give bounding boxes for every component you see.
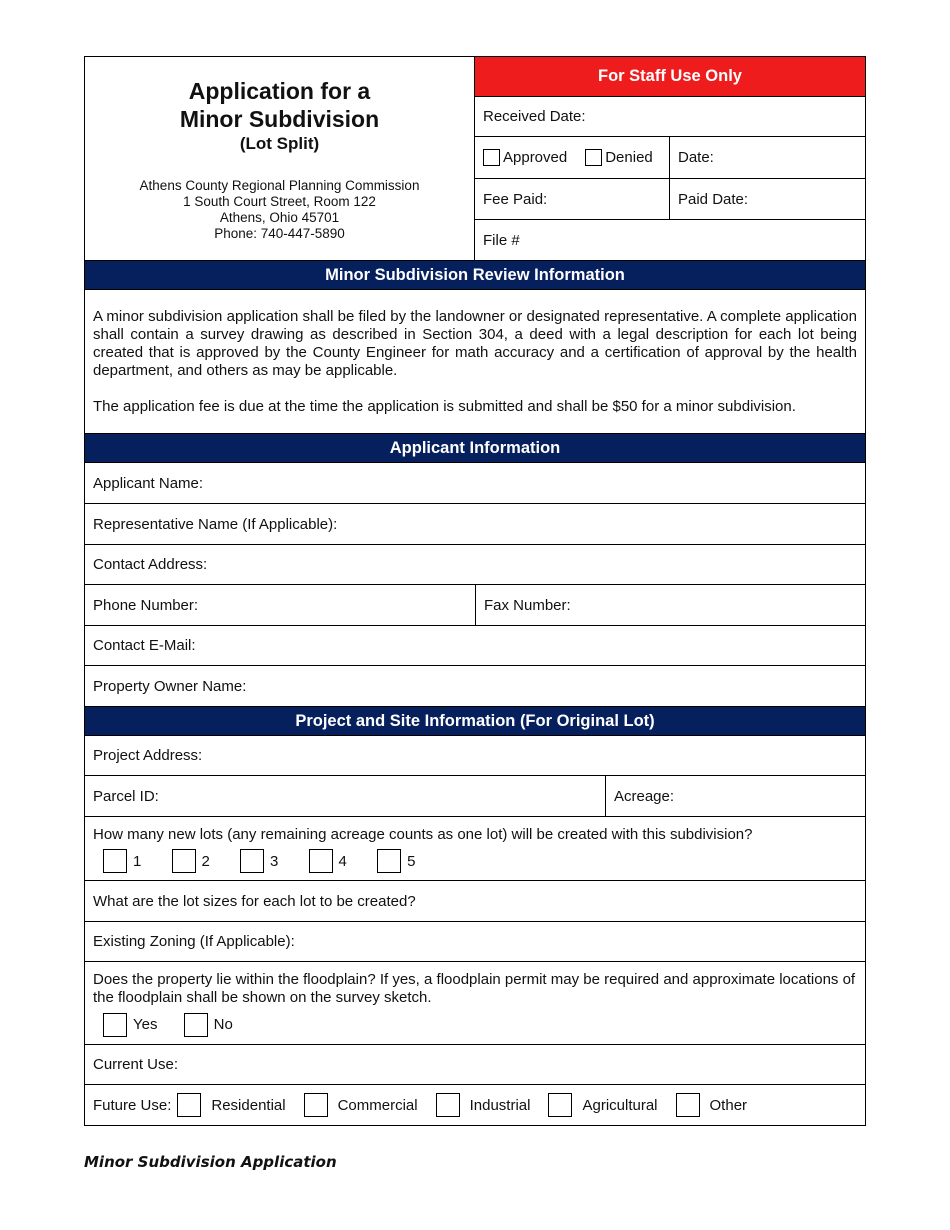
future-use-options xyxy=(85,1085,865,1125)
future-commercial-option[interactable] xyxy=(304,1093,418,1117)
file-number-field[interactable] xyxy=(475,220,865,261)
commercial-label: Commercial xyxy=(337,1096,418,1114)
other-checkbox[interactable] xyxy=(676,1093,700,1117)
new-lots-block xyxy=(85,817,865,880)
floodplain-row xyxy=(85,962,865,1045)
floodplain-yes-label: Yes xyxy=(133,1016,158,1033)
floodplain-yes-checkbox[interactable] xyxy=(103,1013,127,1037)
applicant-heading-row xyxy=(85,434,865,463)
contact-email-label: Contact E-Mail: xyxy=(93,637,196,654)
commercial-checkbox[interactable] xyxy=(304,1093,328,1117)
lot-sizes-label: What are the lot sizes for each lot to be created? xyxy=(93,892,416,910)
applicant-section-heading: Applicant Information xyxy=(85,434,865,462)
form-subtitle: (Lot Split) xyxy=(239,134,320,153)
property-owner-label: Property Owner Name: xyxy=(93,677,247,695)
future-use-label: Future Use: xyxy=(93,1096,172,1114)
property-owner-field[interactable] xyxy=(85,666,865,707)
agency-address xyxy=(85,178,474,242)
current-use-field[interactable] xyxy=(85,1045,865,1085)
lot-4-label: 4 xyxy=(338,852,347,870)
review-paragraph-2: The application fee is due at the time the application is submitted and shall be $50 for a minor subdivision. xyxy=(93,398,796,415)
current-use-label: Current Use: xyxy=(93,1056,179,1073)
residential-label: Residential xyxy=(211,1096,286,1114)
industrial-label: Industrial xyxy=(469,1096,531,1114)
other-label: Other xyxy=(709,1096,748,1114)
fee-row xyxy=(475,179,865,220)
lot-2-label: 2 xyxy=(201,852,210,870)
paid-date-field[interactable] xyxy=(670,179,865,219)
future-industrial-option[interactable] xyxy=(436,1093,531,1117)
agency-phone: Phone: 740-447-5890 xyxy=(214,226,345,241)
lot-5-checkbox[interactable] xyxy=(377,849,401,873)
approved-label: Approved xyxy=(503,149,568,166)
received-date-field[interactable] xyxy=(475,97,865,137)
form-title-line1: Application for a xyxy=(188,78,371,104)
agency-street: 1 South Court Street, Room 122 xyxy=(183,194,376,209)
future-agricultural-option[interactable] xyxy=(548,1093,657,1117)
lot-option-4[interactable] xyxy=(309,849,347,873)
contact-email-field[interactable] xyxy=(85,626,865,666)
parcel-id-field[interactable] xyxy=(85,776,606,816)
agency-city: Athens, Ohio 45701 xyxy=(219,210,340,225)
form-title-line2: Minor Subdivision xyxy=(179,106,380,132)
lot-4-checkbox[interactable] xyxy=(309,849,333,873)
existing-zoning-field[interactable] xyxy=(85,922,865,962)
applicant-name-field[interactable] xyxy=(85,463,865,504)
approval-options xyxy=(475,137,670,178)
agricultural-label: Agricultural xyxy=(582,1096,658,1114)
lot-1-checkbox[interactable] xyxy=(103,849,127,873)
floodplain-question: Does the property lie within the floodplain? If yes, a floodplain permit may be required and approximate locations of the floodplain shall be shown on the survey sketch. xyxy=(93,971,856,1006)
representative-name-label: Representative Name (If Applicable): xyxy=(93,515,338,533)
review-paragraph-1: A minor subdivision application shall be filed by the landowner or designated representative. A complete application shall contain a survey drawing as described in Section 304, a deed with a legal description for each lot being created that is approved by the County Engineer for math accuracy and a certification of approval by the health department, and others as may be applicable. xyxy=(93,308,857,379)
floodplain-block xyxy=(85,962,865,1044)
phone-fax-row xyxy=(85,585,865,626)
new-lots-row xyxy=(85,817,865,881)
page-footer: Minor Subdivision Application xyxy=(84,1153,337,1171)
floodplain-no-option[interactable] xyxy=(184,1013,233,1037)
floodplain-yes-option[interactable] xyxy=(103,1013,157,1037)
representative-name-field[interactable] xyxy=(85,504,865,545)
residential-checkbox[interactable] xyxy=(177,1093,201,1117)
parcel-acreage-row xyxy=(85,776,865,817)
lot-option-5[interactable] xyxy=(377,849,415,873)
new-lots-options xyxy=(93,849,857,877)
floodplain-no-checkbox[interactable] xyxy=(184,1013,208,1037)
parcel-id-label: Parcel ID: xyxy=(93,787,159,805)
fax-number-field[interactable] xyxy=(476,585,865,625)
acreage-field[interactable] xyxy=(606,776,865,816)
lot-3-checkbox[interactable] xyxy=(240,849,264,873)
contact-address-field[interactable] xyxy=(85,545,865,585)
approved-checkbox[interactable] xyxy=(483,149,500,166)
project-address-field[interactable] xyxy=(85,736,865,776)
fax-number-label: Fax Number: xyxy=(484,596,571,614)
future-other-option[interactable] xyxy=(676,1093,748,1117)
staff-use-block xyxy=(475,57,865,260)
agricultural-checkbox[interactable] xyxy=(548,1093,572,1117)
application-form xyxy=(84,56,866,1126)
review-text-block xyxy=(85,290,865,434)
fee-paid-field[interactable] xyxy=(475,179,670,219)
project-address-label: Project Address: xyxy=(93,747,203,764)
lot-option-2[interactable] xyxy=(172,849,210,873)
lot-1-label: 1 xyxy=(133,852,142,870)
received-date-label: Received Date: xyxy=(483,108,586,125)
agency-name: Athens County Regional Planning Commission xyxy=(139,178,420,193)
floodplain-options xyxy=(93,1013,857,1042)
lot-2-checkbox[interactable] xyxy=(172,849,196,873)
denied-checkbox[interactable] xyxy=(585,149,602,166)
lot-sizes-field[interactable] xyxy=(85,881,865,922)
project-heading-row xyxy=(85,707,865,736)
project-section-heading: Project and Site Information (For Original Lot) xyxy=(85,707,865,735)
phone-number-field[interactable] xyxy=(85,585,476,625)
existing-zoning-label: Existing Zoning (If Applicable): xyxy=(93,933,295,950)
phone-number-label: Phone Number: xyxy=(93,596,199,614)
new-lots-question: How many new lots (any remaining acreage counts as one lot) will be created with this subdivision? xyxy=(93,826,753,843)
applicant-name-label: Applicant Name: xyxy=(93,474,204,492)
lot-option-1[interactable] xyxy=(103,849,141,873)
lot-option-3[interactable] xyxy=(240,849,278,873)
review-text xyxy=(85,290,865,433)
lot-3-label: 3 xyxy=(270,852,279,870)
future-use-row xyxy=(85,1085,865,1125)
review-section-heading: Minor Subdivision Review Information xyxy=(85,261,865,289)
industrial-checkbox[interactable] xyxy=(436,1093,460,1117)
title-block xyxy=(85,57,475,260)
staff-use-heading: For Staff Use Only xyxy=(475,57,865,97)
acreage-label: Acreage: xyxy=(614,787,675,805)
approval-date-label: Date: xyxy=(678,149,714,166)
paid-date-label: Paid Date: xyxy=(678,190,749,208)
denied-label: Denied xyxy=(605,149,653,166)
lot-5-label: 5 xyxy=(407,852,416,870)
fee-paid-label: Fee Paid: xyxy=(483,190,548,208)
floodplain-no-label: No xyxy=(213,1016,233,1033)
header-block xyxy=(85,57,865,261)
approval-row xyxy=(475,137,865,179)
approval-date-field[interactable] xyxy=(670,137,865,178)
future-residential-option[interactable] xyxy=(177,1093,285,1117)
contact-address-label: Contact Address: xyxy=(93,556,208,573)
review-heading-row xyxy=(85,261,865,290)
file-number-label: File # xyxy=(483,232,520,249)
